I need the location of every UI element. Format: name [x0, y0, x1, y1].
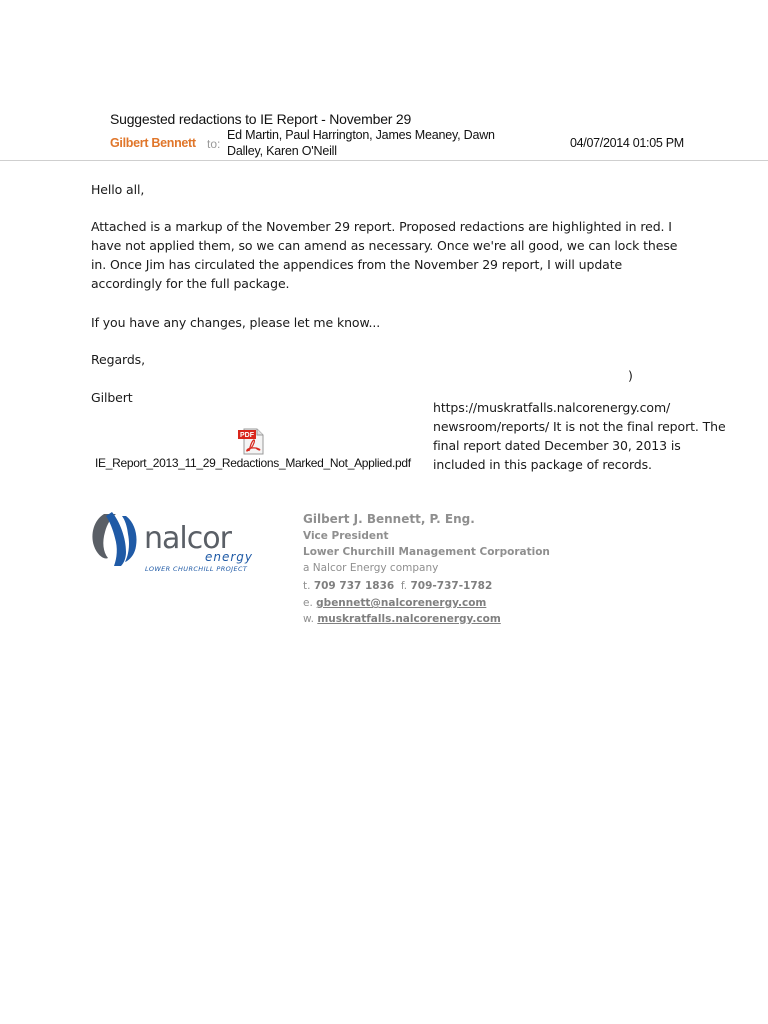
signature-website — [303, 613, 501, 625]
signature-name: Gilbert J. Bennett, P. Eng. — [303, 512, 475, 526]
signature-email — [303, 597, 486, 609]
email-prefix: e. — [303, 597, 313, 609]
phone-number: 709 737 1836 — [313, 580, 395, 592]
annotation-note: https://muskratfalls.nalcorenergy.com/ newsroom/reports/ It is not the final report. The final report dated December 30, 2013 is included in this package of records. — [433, 400, 726, 472]
to-label: to: — [207, 137, 221, 151]
signature-company: a Nalcor Energy company — [303, 562, 439, 574]
logo-subword: energy — [205, 550, 254, 564]
email-link[interactable]: gbennett@nalcorenergy.com — [316, 597, 487, 609]
sender-name[interactable]: Gilbert Bennett — [110, 136, 196, 150]
pdf-icon-label: PDF — [240, 432, 254, 440]
email-subject: Suggested redactions to IE Report - November 29 — [110, 111, 412, 127]
signature-title: Vice President — [303, 530, 389, 542]
recipients-list[interactable]: Ed Martin, Paul Harrington, James Meaney, Dawn Dalley, Karen O'Neill — [227, 128, 495, 158]
message-paragraph: Attached is a markup of the November 29 report. Proposed redactions are highlighted in red. I have not applied them, so we can amend as necessary. Once we're all good, we can lock these in. Once Jim has circulated the appendices from the November 29 report, I will update accordingly for the full package. — [91, 219, 678, 291]
attachment-filename[interactable]: IE_Report_2013_11_29_Redactions_Marked_Not_Applied.pdf — [95, 456, 411, 470]
message-paragraph: If you have any changes, please let me know... — [91, 315, 381, 330]
web-prefix: w. — [303, 613, 314, 625]
fax-number: 709-737-1782 — [410, 580, 493, 592]
pdf-icon[interactable] — [237, 426, 267, 456]
sent-datetime: 04/07/2014 01:05 PM — [570, 136, 684, 150]
website-link[interactable]: muskratfalls.nalcorenergy.com — [317, 613, 501, 625]
signoff: Gilbert — [91, 390, 133, 405]
header-divider — [0, 160, 768, 161]
annotation-paren: ) — [628, 368, 633, 383]
signature-phone — [303, 580, 492, 592]
logo-mark-icon — [92, 512, 136, 566]
nalcor-logo — [90, 508, 260, 574]
logo-wordmark: nalcor — [144, 521, 231, 556]
logo-tagline: LOWER CHURCHILL PROJECT — [145, 565, 248, 573]
fax-prefix: f. — [400, 580, 408, 592]
closing: Regards, — [91, 352, 145, 367]
phone-prefix: t. — [303, 580, 311, 592]
greeting: Hello all, — [91, 182, 145, 197]
signature-organization: Lower Churchill Management Corporation — [303, 546, 550, 558]
